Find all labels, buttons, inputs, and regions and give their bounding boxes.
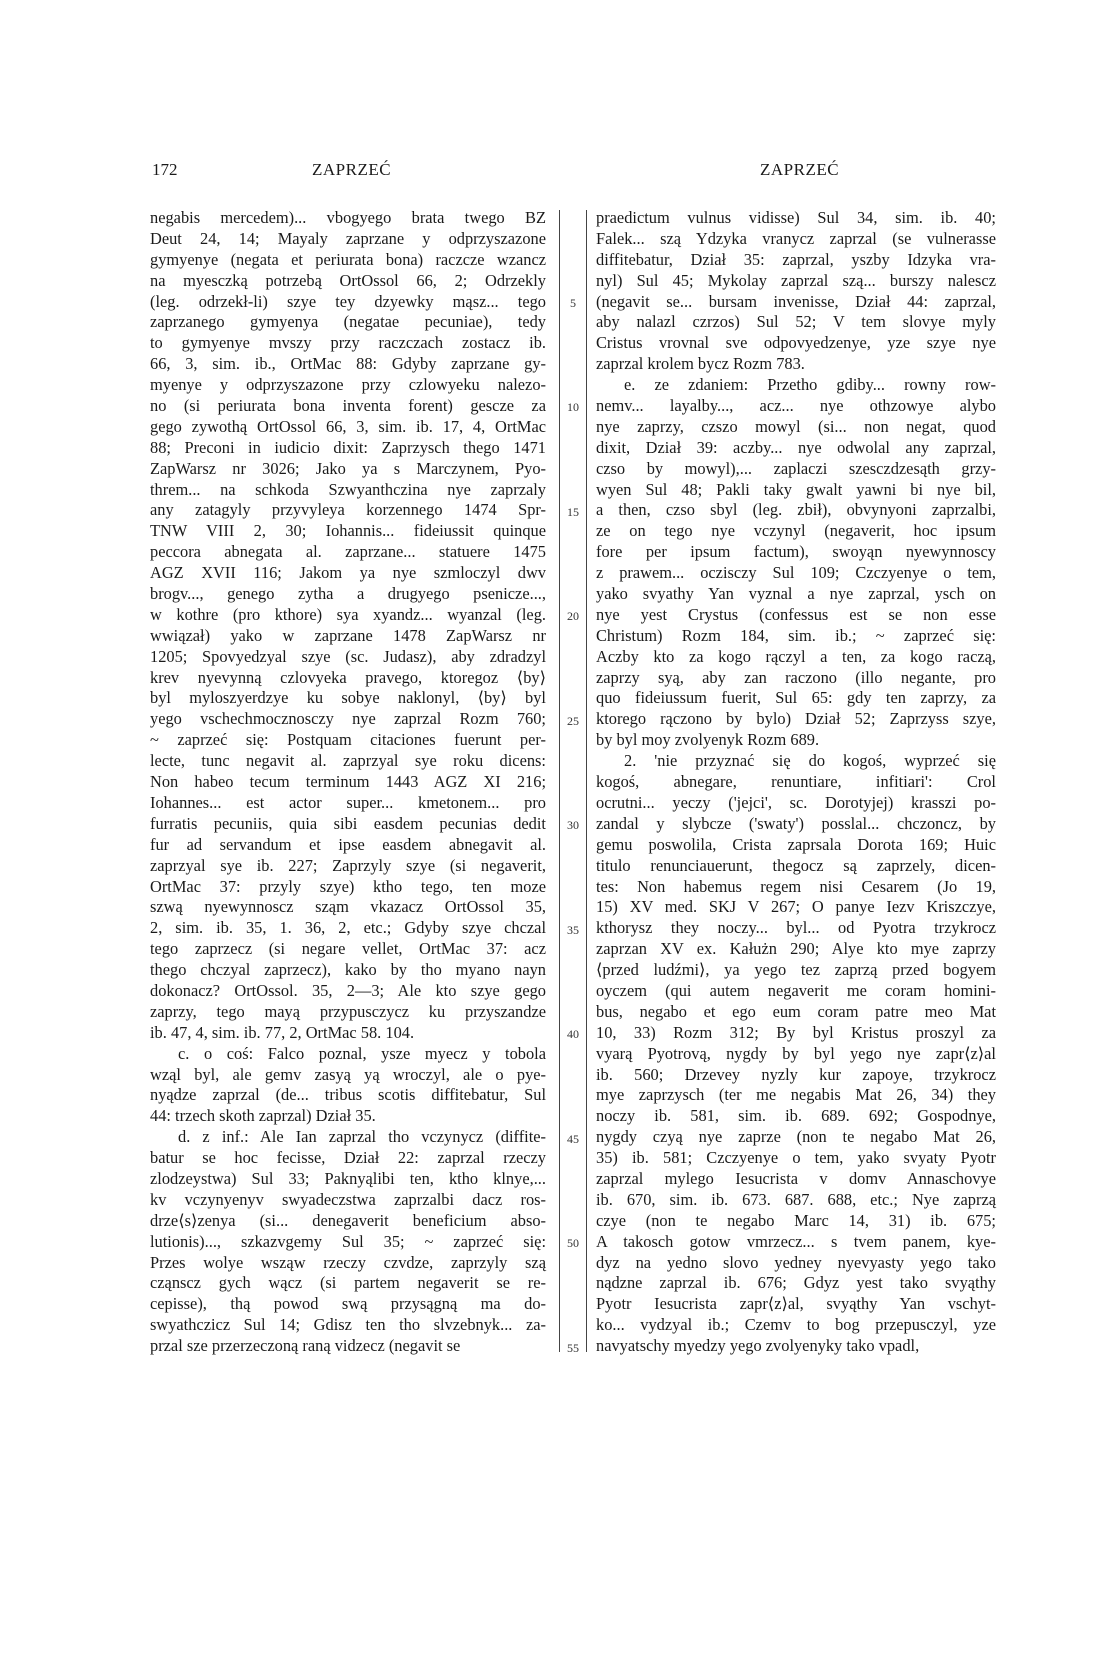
text-line: no (si periurata bona inventa forent) gescze za <box>150 396 546 416</box>
text-line: przal sze przerzeczoną raną vidzecz (negavit se <box>150 1336 461 1356</box>
text-line: wwiązał) yako w zaprzane 1478 ZapWarsz nr <box>150 625 546 645</box>
text-line: c. o coś: Falco poznal, ysze myecz y tobola <box>178 1043 546 1063</box>
text-line: ib. 560; Drzevey nyzly kur zapoye, trzykrocz <box>596 1064 996 1084</box>
text-line: to gymyenye mvszy przy raczczach zostacz ib. <box>150 333 546 353</box>
text-line: nyl) Sul 45; Mykolay zaprzal szą... burszy nalescz <box>596 270 996 290</box>
text-line: myenye y odprzyszazone przy czlowyeku nalezo- <box>150 375 546 395</box>
text-line: nygdy czyą nye zaprze (non te negabo Mat 26, <box>596 1127 996 1147</box>
text-line: tego zaprzecz (si negare vellet, OrtMac 37: acz <box>150 939 546 959</box>
line-number: 5 <box>570 295 576 310</box>
text-line: wząl byl, ale gemv zasyą yą wroczyl, ale o pye- <box>150 1064 546 1084</box>
line-number: 55 <box>567 1340 579 1355</box>
text-line: ib. 670, sim. ib. 673. 687. 688, etc.; Nye zaprzą <box>596 1189 996 1209</box>
text-line: oyczem (qui autem negaverit me coram homini- <box>596 980 996 1000</box>
text-line: dyz na yedno slovo yedney nyevyasty yego tako <box>596 1252 996 1272</box>
text-line: ko... vydzyal ib.; Czemv to bog przepusczyl, yze <box>596 1315 996 1335</box>
text-line: e. ze zdaniem: Przetho gdiby... rowny row- <box>624 375 996 395</box>
text-line: kogoś, abnegare, renuntiare, infitiari': Crol <box>596 772 996 792</box>
running-head-left: ZAPRZEĆ <box>312 160 392 179</box>
text-line: d. z inf.: Ale Ian zaprzal tho vczynycz (diffite- <box>178 1127 546 1147</box>
text-line: w kothre (pro kthore) sya xyandz... wyanzal (leg. <box>150 604 546 624</box>
text-line: quo fideiussum fuerit, Sul 65: gdy ten zaprzy, za <box>596 688 996 708</box>
text-line: ocrutni... yeczy ('jejci', sc. Dorotyjej) krasszi po- <box>596 792 996 812</box>
text-line: zaprzal mylego Iesucrista v domv Annaschovye <box>596 1168 996 1188</box>
text-line: zaprzanego gymyenya (negatae pecuniae), tedy <box>150 312 546 332</box>
text-line: nye yest Crystus (confessus est se non esse <box>596 604 996 624</box>
text-line: thego chczyal zaprzecz), kako by tho myano nayn <box>150 960 546 980</box>
text-line: titulo renunciauerunt, thegocz są zaprzely, dicen- <box>596 855 996 875</box>
text-line: 15) XV med. SKJ V 267; O panye Iezv Kriszczye, <box>596 897 996 917</box>
text-line: 88; Preconi in iudicio dixit: Zaprzysch thego 1471 <box>150 437 546 457</box>
page-number: 172 <box>152 160 178 179</box>
column-rule-left <box>559 210 560 1352</box>
text-line: bus, negabo et ego eum coram patre meo Mat <box>596 1001 996 1021</box>
text-line: fore per ipsum factum), swoyąn nyewynnoscy <box>596 542 996 562</box>
text-line: (negavit se... bursam invenisse, Dział 44: zaprzal, <box>596 291 996 311</box>
text-line: gemu poswolila, Crista zaprsala Dorota 169; Huic <box>596 834 996 854</box>
text-line: nye zaprzy, czszo mowyl (si... non negat, quod <box>596 416 996 436</box>
text-line: Falek... szą Ydzyka vranycz zaprzal (se vulnerasse <box>596 228 996 248</box>
text-line: zaprzan XV ex. Kałużn 290; Alye kto mye zaprzy <box>596 939 996 959</box>
text-line: peccora abnegata al. zaprzane... statuere 1475 <box>150 542 546 562</box>
text-line: nądzne zaprzal ib. 676; Gdyz yest tako svyąthy <box>596 1273 996 1293</box>
line-number: 40 <box>567 1027 579 1042</box>
text-line: czso by mowyl),... zaplaczi szesczdzesąth grzy- <box>596 458 996 478</box>
text-line: drze⟨s⟩zenya (si... denegaverit beneficium abso- <box>150 1210 546 1230</box>
text-line: yego vschechmocznosczy nye zaprzal Rozm 760; <box>150 709 546 729</box>
text-line: by byl moy zvolyenyk Rozm 689. <box>596 730 820 750</box>
text-line: cząnscz gych wącz (si partem negaverit se re- <box>150 1273 546 1293</box>
text-line: Christum) Rozm 184, sim. ib.; ~ zaprzeć się: <box>596 625 996 645</box>
text-line: dokonacz? OrtOssol. 35, 2—3; Ale kto szye gego <box>150 980 546 1000</box>
text-line: zaprzyal sye ib. 227; Zaprzyly szye (si negaverit, <box>150 855 546 875</box>
text-line: 35) ib. 581; Czczyenye o tem, yako svyaty Pyotr <box>596 1148 996 1168</box>
text-line: (leg. odrzekł-li) szye tey dzyewky mąsz... tego <box>150 291 546 311</box>
text-line: aby nalazl czrzos) Sul 52; V tem slovye myly <box>596 312 996 332</box>
text-line: furratis pecuniis, quia sibi easdem pecunias dedit <box>150 813 546 833</box>
text-line: zandal y slybcze ('swaty') posslal... chczoncz, by <box>596 813 996 833</box>
right-text-column <box>596 208 996 1357</box>
text-line: czye (non te negabo Marc 14, 31) ib. 675; <box>596 1210 996 1230</box>
text-line: ib. 47, 4, sim. ib. 77, 2, OrtMac 58. 104. <box>150 1022 415 1042</box>
text-line: kv vczynyenyv swyadeczstwa zaprzalbi dacz ros- <box>150 1189 546 1209</box>
text-line: nyądze zaprzal (de... tribus scotis diffitebatur, Sul <box>150 1085 546 1105</box>
text-line: noczy ib. 581, sim. ib. 689. 692; Gospodnye, <box>596 1106 996 1126</box>
text-line: OrtMac 37: przyly szye) ktho tego, ten moze <box>150 876 546 896</box>
text-line: threm... na schkoda Szwyanthczina nye zaprzaly <box>150 479 546 499</box>
text-line: 66, 3, sim. ib., OrtMac 88: Gdyby zaprzane gy- <box>150 354 546 374</box>
text-line: zaprzy syą, aby zan raczono (illo negante, pro <box>596 667 996 687</box>
text-line: Deut 24, 14; Mayaly zaprzane y odprzyszazone <box>150 228 546 248</box>
text-line: lecte, tunc negavit al. zaprzyal sye roku dicens: <box>150 751 546 771</box>
text-line: cepisse), thą powod swą przysągną ma do- <box>150 1294 546 1314</box>
text-line: ktorego rączono by bylo) Dział 52; Zaprzyss szye, <box>596 709 996 729</box>
text-line: mye zaprzysch (ter me negabis Mat 26, 34) they <box>596 1085 996 1105</box>
text-line: Przes wolye wsząw rzeczy czvdze, zaprzyly szą <box>150 1252 546 1272</box>
text-line: TNW VIII 2, 30; Iohannis... fideiussit quinque <box>150 521 546 541</box>
text-line: nemv... layalby..., acz... nye othzowye alybo <box>596 396 996 416</box>
text-line: ZapWarsz nr 3026; Jako ya s Marczynem, Pyo- <box>150 458 546 478</box>
left-text-column <box>150 208 546 1357</box>
line-number: 45 <box>567 1131 579 1146</box>
text-line: diffitebatur, Dział 35: zaprzal, yszby Idzyka vra- <box>596 249 996 269</box>
text-line: batur se hoc fecisse, Dział 22: zaprzal rzeczy <box>150 1148 546 1168</box>
column-rule-right <box>586 210 587 1352</box>
text-line: Non habeo tecum terminum 1443 AGZ XI 216; <box>150 772 546 792</box>
line-number: 15 <box>567 504 579 519</box>
text-line: tes: Non habemus regem nisi Cesarem (Jo 19, <box>596 876 996 896</box>
text-line: AGZ XVII 116; Jakom ya nye szmloczyl dwv <box>150 563 546 583</box>
text-line: negabis mercedem)... vbogyego brata twego BZ <box>150 208 546 227</box>
text-line: Cristus vrovnal sve odpovyedzenye, yze szye nye <box>596 333 996 353</box>
line-number: 20 <box>567 609 579 624</box>
text-line: z prawem... oczisczy Sul 109; Czczyenye o tem, <box>596 563 996 583</box>
text-line: gego zywothą OrtOssol 66, 3, sim. ib. 17, 4, OrtMac <box>150 416 546 436</box>
line-number: 10 <box>567 400 579 415</box>
text-line: navyatschy myedzy yego zvolyenyky tako vpadl, <box>596 1336 920 1356</box>
text-line: ~ zaprzeć się: Postquam citaciones fuerunt per- <box>150 730 546 750</box>
text-line: zaprzy, tego mayą przypusczycz ku przyszandze <box>150 1001 546 1021</box>
text-line: krev nyevynną czlovyeka pravego, ktoregoz ⟨by⟩ <box>150 667 546 687</box>
text-line: 10, 33) Rozm 312; By byl Kristus proszyl za <box>596 1022 996 1042</box>
line-number: 30 <box>567 818 579 833</box>
text-line: 2, sim. ib. 35, 1. 36, 2, etc.; Gdyby szye chczal <box>150 918 546 938</box>
text-line: gymyenye (negata et periurata bona) raczcze wzancz <box>150 249 546 269</box>
line-number: 50 <box>567 1236 579 1251</box>
text-line: fur ad servandum et ipse easdem abnegavit al. <box>150 834 546 854</box>
text-line: ze on tego nye vczynyl (negaverit, hoc ipsum <box>596 521 996 541</box>
text-line: byl myloszyerdzye ku sobye naklonyl, ⟨by⟩ byl <box>150 688 546 708</box>
text-line: 1205; Spovyedzyal szye (sc. Judasz), aby zdradzyl <box>150 646 546 666</box>
text-line: brogv..., genego zytha a drugyego psenicze..., <box>150 584 546 604</box>
text-line: yako svyathy Yan vyznal a nye zaprzal, ysch on <box>596 584 996 604</box>
text-line: lutionis)..., szkazvgemy Sul 35; ~ zaprzeć się: <box>150 1231 546 1251</box>
text-line: ⟨przed ludźmi⟩, ya yego tez zaprzą przed bogyem <box>596 960 996 980</box>
text-line: swyathczicz Sul 14; Gdisz ten tho slvzebnyk... za- <box>150 1315 546 1335</box>
line-number: 25 <box>567 713 579 728</box>
text-line: Iohannes... est actor super... kmetonem... pro <box>150 792 546 812</box>
text-line: dixit, Dział 39: aczby... nye odwolal any zaprzal, <box>596 437 996 457</box>
text-line: praedictum vulnus vidisse) Sul 34, sim. ib. 40; <box>596 208 996 227</box>
text-line: wyen Sul 48; Pakli taky gwalt yawni bi nye bil, <box>596 479 996 499</box>
text-line: szwą nyewynnoscz sząm vkazacz OrtOssol 35, <box>150 897 546 917</box>
text-line: kthorysz they noczy... byl... od Pyotra trzykrocz <box>596 918 996 938</box>
text-line: 2. 'nie przyznać się do kogoś, wyprzeć się <box>624 751 996 771</box>
text-line: A takosch gotow vmrzecz... s tvem panem, kye- <box>596 1231 996 1251</box>
text-line: 44: trzech skoth zaprzal) Dział 35. <box>150 1106 376 1126</box>
text-line: any zatagyly przyvyleya korzennego 1474 Spr- <box>150 500 546 520</box>
text-line: vyarą Pyotrovą, nygdy by byl yego nye zapr⟨z⟩al <box>596 1043 996 1063</box>
text-line: zlodzeystwa) Sul 33; Paknyąlibi ten, ktho klnye,... <box>150 1168 546 1188</box>
text-line: zaprzal krolem bycz Rozm 783. <box>596 354 805 374</box>
text-line: a then, czso sbyl (leg. zbił), obvynyoni zaprzalbi, <box>596 500 996 520</box>
text-line: Pyotr Iesucrista zapr⟨z⟩al, svyąthy Yan vschyt- <box>596 1294 996 1314</box>
text-line: na myesczką potrzebą OrtOssol 66, 2; Odrzekly <box>150 270 546 290</box>
running-head-right: ZAPRZEĆ <box>760 160 840 179</box>
line-number: 35 <box>567 922 579 937</box>
text-line: Aczby kto za kogo rączyl a ten, za kogo raczą, <box>596 646 996 666</box>
